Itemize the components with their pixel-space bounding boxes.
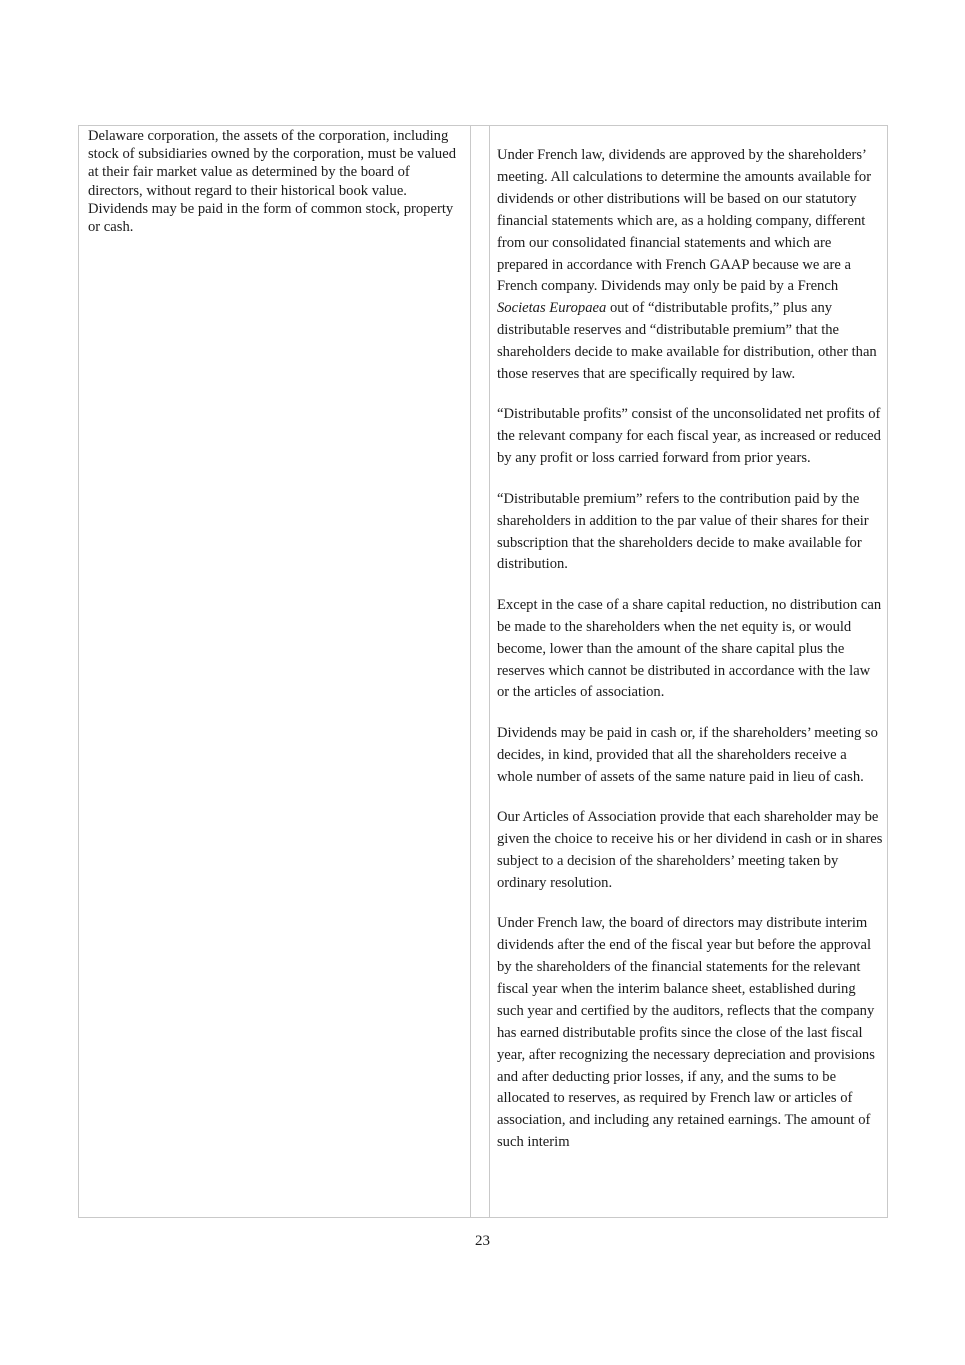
delaware-law-text: Delaware corporation, the assets of the corporation, including stock of subsidiaries owned by the corporation, must be valued at their fair market value as determined by the board of directors, without regard to their historical book value. Dividends may be paid in the form of common stock, property or cash. bbox=[88, 128, 457, 236]
dividends-approval-text-a: Under French law, dividends are approved by the shareholders’ meeting. All calculations to determine the amounts available for dividends or other distributions will be based on our statutory financial statements which are, as a holding company, different from our consolidated financial statements and which are prepared in accordance with French GAAP because we are a French company. Dividends may only be paid by a French bbox=[497, 147, 872, 295]
comparison-table bbox=[78, 125, 888, 1218]
capital-reduction-paragraph: Except in the case of a share capital reduction, no distribution can be made to the shareholders when the net equity is, or would become, lower than the amount of the share capital plus the reserves which cannot be distributed in accordance with the law or the articles of association. bbox=[497, 596, 882, 701]
interim-dividends-paragraph: Under French law, the board of directors may distribute interim dividends after the end of the fiscal year but before the approval by the shareholders of the financial statements for the relevant fiscal year when the interim balance sheet, established during such year and certified by the auditors, reflects that the company has earned distributable profits since the close of the last fiscal year, after recognizing the necessary depreciation and provisions and after deducting prior losses, if any, and the sums to be allocated to reserves, as required by French law or articles of association, and including any retained earnings. The amount of such interim bbox=[497, 915, 875, 1151]
dividends-approval-text-b: out of “distributable profits,” plus any distributable reserves and “distributable premium” that the shareholders decide to make available for distribution, other than those reserves that are specifically required by law. bbox=[497, 300, 877, 383]
page-number: 23 bbox=[475, 1233, 490, 1249]
french-law-cell bbox=[497, 145, 883, 1154]
societas-europaea-term: Societas Europaea bbox=[497, 300, 607, 317]
distributable-profits-paragraph: “Distributable profits” consist of the unconsolidated net profits of the relevant company for each fiscal year, as increased or reduced by any profit or loss carried forward from prior years. bbox=[497, 406, 881, 467]
distributable-premium-paragraph: “Distributable premium” refers to the contribution paid by the shareholders in addition to the par value of their shares for their subscription that the shareholders decide to make available for distribution. bbox=[497, 490, 869, 573]
payment-in-kind-paragraph: Dividends may be paid in cash or, if the shareholders’ meeting so decides, in kind, provided that all the shareholders receive a whole number of assets of the same nature paid in lieu of cash. bbox=[497, 724, 878, 785]
articles-of-association-paragraph: Our Articles of Association provide that each shareholder may be given the choice to receive his or her dividend in cash or in shares subject to a decision of the shareholders’ meeting taken by ordinary resolution. bbox=[497, 809, 883, 891]
dividends-approval-paragraph bbox=[497, 145, 883, 386]
column-divider-right bbox=[489, 126, 490, 1217]
column-divider-left bbox=[470, 126, 471, 1217]
delaware-law-cell bbox=[88, 127, 466, 236]
